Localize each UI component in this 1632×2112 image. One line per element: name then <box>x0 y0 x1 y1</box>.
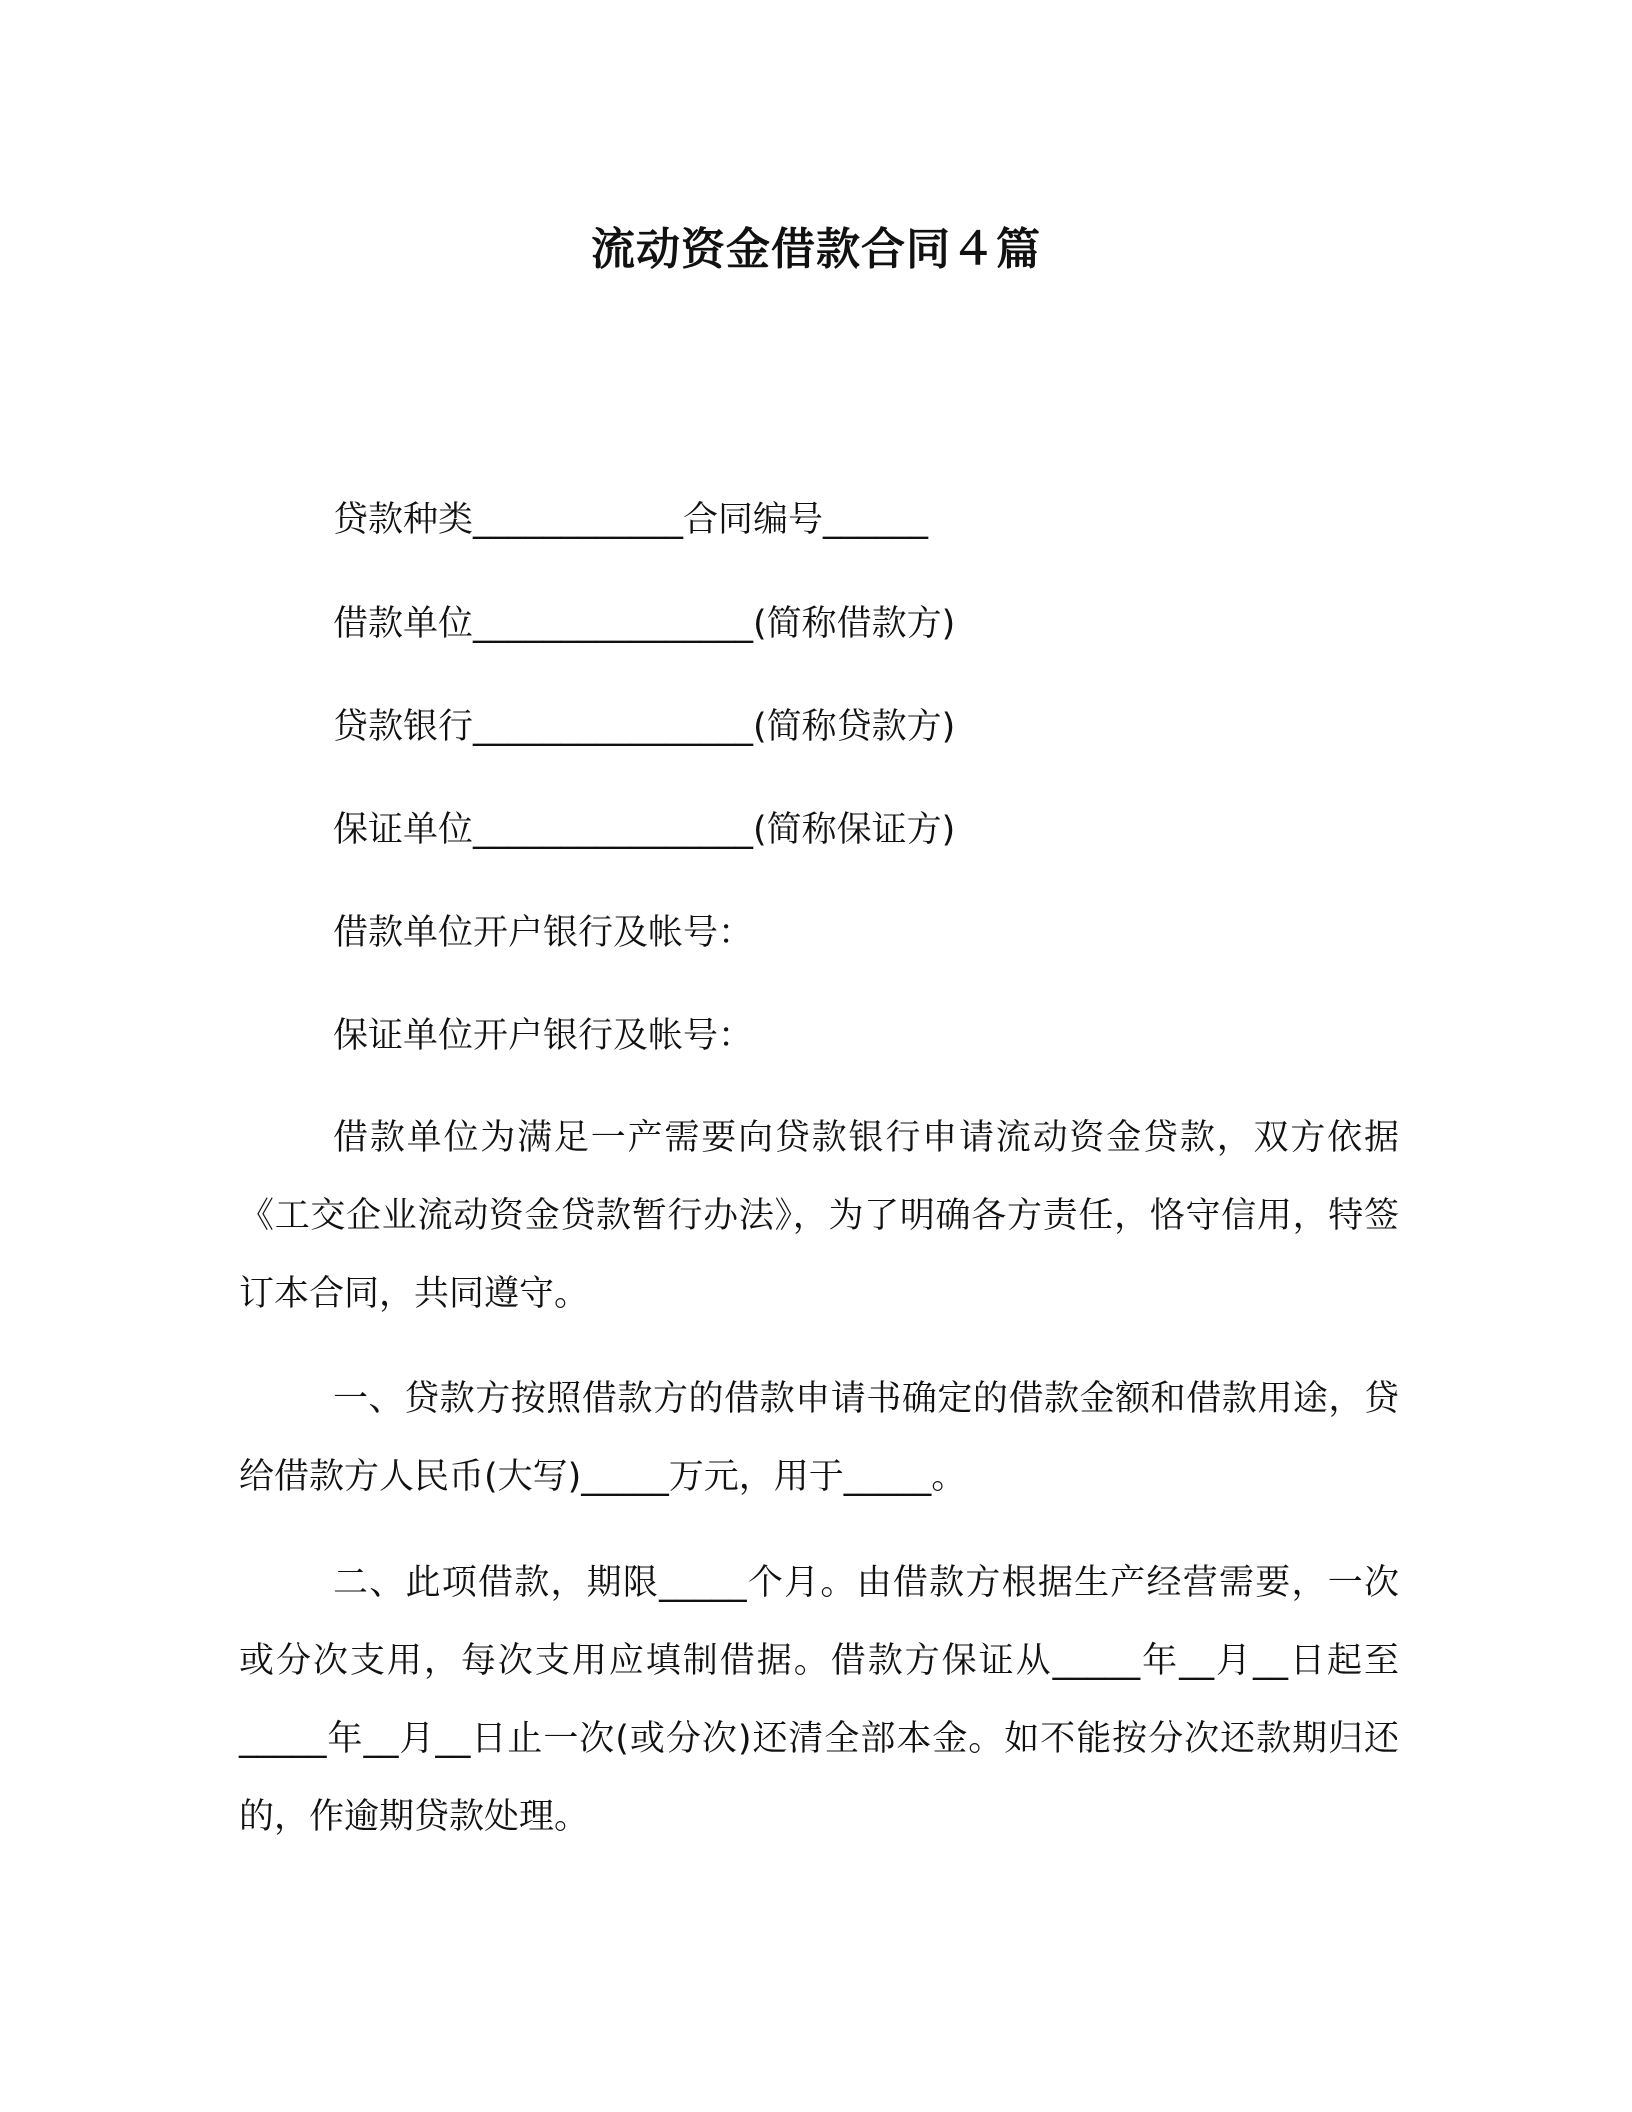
field-loan-type: 贷款种类____________合同编号______ <box>333 500 929 540</box>
field-borrower-account: 借款单位开户银行及帐号： <box>333 913 754 953</box>
field-borrower: 借款单位________________(简称借款方) <box>333 604 956 644</box>
field-guarantor: 保证单位________________(简称保证方) <box>333 810 956 850</box>
document-title: 流动资金借款合同４篇 <box>591 224 1041 275</box>
paragraph-clause-1: 一、贷款方按照借款方的借款申请书确定的借款金额和借款用途，贷给借款方人民币(大写)_____万元，用于_____。 <box>239 1379 1399 1497</box>
field-guarantor-account: 保证单位开户银行及帐号： <box>333 1016 754 1056</box>
paragraph-clause-2: 二、此项借款，期限_____个月。由借款方根据生产经营需要，一次或分次支用，每次支用应填制借据。借款方保证从_____年__月__日起至_____年__月__日止一次(或分次)还清全部本金。如不能按分次还款期归还的，作逾期贷款处理。 <box>239 1563 1399 1837</box>
paragraph-intro: 借款单位为满足一产需要向贷款银行申请流动资金贷款，双方依据《工交企业流动资金贷款暂行办法》，为了明确各方责任，恪守信用，特签订本合同，共同遵守。 <box>239 1118 1399 1314</box>
field-lender-bank: 贷款银行________________(简称贷款方) <box>333 707 956 747</box>
